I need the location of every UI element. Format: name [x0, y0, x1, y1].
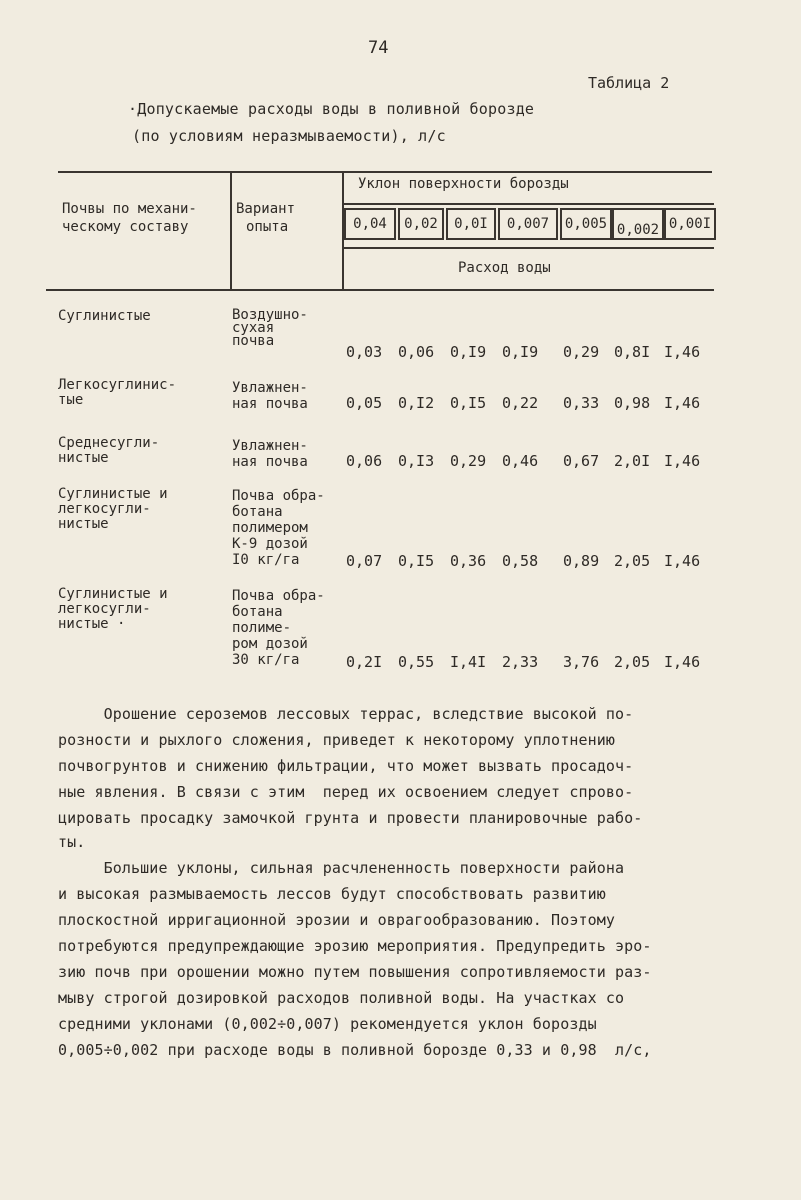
variant-line: 30 кг/га	[232, 652, 300, 668]
text-line: почвогрунтов и снижению фильтрации, что может вызвать просадоч-	[58, 757, 634, 775]
text-line: потребуются предупреждающие эрозию мероприятия. Предупредить эро-	[58, 937, 652, 955]
variant-line: полиме-	[232, 620, 292, 636]
table-title-line-1: ·Допускаемые расходы воды в поливной борозде	[128, 100, 535, 118]
table-cell: 0,I2	[398, 394, 435, 412]
flow-divider-rule	[343, 247, 714, 249]
text-line: плоскостной ирригационной эрозии и оврагообразованию. Поэтому	[58, 911, 615, 929]
slope-cell: 0,0I	[446, 208, 496, 240]
variant-line: ная почва	[232, 396, 308, 412]
text-line: ные явления. В связи с этим перед их освоением следует спрово-	[58, 783, 634, 801]
header-flow-title: Расход воды	[458, 260, 551, 276]
table-cell: 0,06	[346, 452, 383, 470]
table-col-rule-1	[230, 171, 232, 289]
header-slope-title: Уклон поверхности борозды	[358, 176, 569, 192]
soil-line: Суглинистые	[58, 308, 151, 324]
soil-line: Среднесугли-	[58, 435, 160, 451]
slope-cell: 0,02	[398, 208, 444, 240]
table-title-line-2: (по условиям неразмываемости), л/с	[132, 127, 446, 145]
row-2-soil	[58, 378, 176, 408]
table-cell: 0,I5	[398, 552, 435, 570]
soil-line: тые	[58, 392, 84, 408]
soil-line: Легкосуглинис-	[58, 377, 177, 393]
table-cell: I,46	[664, 452, 701, 470]
slope-cell: 0,002	[612, 208, 664, 240]
variant-line: Воздушно-	[232, 307, 308, 323]
table-cell: 2,0I	[614, 452, 651, 470]
text-line: розности и рыхлого сложения, приведет к некоторому уплотнению	[58, 731, 615, 749]
table-cell: 0,22	[502, 394, 539, 412]
table-cell: 0,36	[450, 552, 487, 570]
table-top-rule	[58, 171, 712, 173]
table-cell: 0,I3	[398, 452, 435, 470]
table-cell: 0,58	[502, 552, 539, 570]
table-cell: I,46	[664, 343, 701, 361]
page-number: 74	[368, 38, 389, 58]
row-3-variant	[232, 438, 308, 470]
row-4-variant	[232, 488, 325, 568]
table-cell: 2,05	[614, 552, 651, 570]
table-cell: 0,07	[346, 552, 383, 570]
variant-line: почва	[232, 333, 275, 349]
variant-line: Почва обра-	[232, 488, 325, 504]
row-1-variant	[232, 309, 308, 348]
table-cell: 0,46	[502, 452, 539, 470]
slope-cell: 0,007	[498, 208, 558, 240]
text-line: зию почв при орошении можно путем повышения сопротивляемости раз-	[58, 963, 652, 981]
table-cell: 0,8I	[614, 343, 651, 361]
variant-line: Увлажнен-	[232, 438, 308, 454]
header-soil-column	[62, 200, 197, 236]
table-cell: 0,98	[614, 394, 651, 412]
header-variant-column	[236, 200, 295, 236]
header-variant-line-1: Вариант	[236, 201, 296, 217]
soil-line: нистые	[58, 516, 109, 532]
row-1-soil	[58, 309, 151, 324]
soil-line: легкосугли-	[58, 601, 151, 617]
table-cell: 0,89	[563, 552, 600, 570]
variant-line: ная почва	[232, 454, 308, 470]
text-line: 0,005÷0,002 при расходе воды в поливной борозде 0,33 и 0,98 л/с,	[58, 1041, 652, 1059]
table-cell: 0,03	[346, 343, 383, 361]
table-cell: I,46	[664, 394, 701, 412]
row-3-soil	[58, 436, 159, 466]
table-cell: 0,I9	[502, 343, 539, 361]
table-label: Таблица 2	[588, 74, 670, 92]
text-line: цировать просадку замочкой грунта и провести планировочные рабо-	[58, 809, 643, 827]
row-2-variant	[232, 380, 308, 412]
soil-line: легкосугли-	[58, 501, 151, 517]
variant-line: полимером	[232, 520, 308, 536]
table-cell: 2,05	[614, 653, 651, 671]
text-line: средними уклонами (0,002÷0,007) рекомендуется уклон борозды	[58, 1015, 597, 1033]
soil-line: Суглинистые и	[58, 586, 168, 602]
slope-divider-rule	[343, 203, 714, 205]
table-cell: I,4I	[450, 653, 487, 671]
variant-line: К-9 дозой	[232, 536, 308, 552]
table-cell: I,46	[664, 552, 701, 570]
table-cell: 0,55	[398, 653, 435, 671]
text-line: Орошение сероземов лессовых террас, вследствие высокой по-	[58, 705, 634, 723]
slope-cell: 0,005	[560, 208, 612, 240]
soil-line: нистые	[58, 450, 109, 466]
slope-cell: 0,04	[344, 208, 396, 240]
variant-line: I0 кг/га	[232, 552, 300, 568]
header-variant-line-2: опыта	[246, 219, 289, 235]
text-line: и высокая размываемость лессов будут способствовать развитию	[58, 885, 606, 903]
table-cell: 0,29	[563, 343, 600, 361]
variant-line: Увлажнен-	[232, 380, 308, 396]
variant-line: ботана	[232, 504, 283, 520]
table-cell: 0,2I	[346, 653, 383, 671]
table-cell: 3,76	[563, 653, 600, 671]
row-5-soil	[58, 587, 168, 632]
table-cell: 2,33	[502, 653, 539, 671]
table-cell: I,46	[664, 653, 701, 671]
table-cell: 0,I9	[450, 343, 487, 361]
row-4-soil	[58, 487, 168, 532]
table-cell: 0,33	[563, 394, 600, 412]
variant-line: ром дозой	[232, 636, 308, 652]
soil-line: нистые ·	[58, 616, 126, 632]
variant-line: сухая	[232, 320, 275, 336]
soil-line: Суглинистые и	[58, 486, 168, 502]
table-cell: 0,06	[398, 343, 435, 361]
text-line: Большие уклоны, сильная расчлененность поверхности района	[58, 859, 625, 877]
slope-cell: 0,00I	[664, 208, 716, 240]
variant-line: Почва обра-	[232, 588, 325, 604]
text-line: мыву строгой дозировкой расходов поливной воды. На участках со	[58, 989, 625, 1007]
text-line: ты.	[58, 833, 86, 851]
table-cell: 0,05	[346, 394, 383, 412]
header-soil-line-1: Почвы по механи-	[62, 201, 197, 217]
table-cell: 0,67	[563, 452, 600, 470]
table-header-bottom-rule	[46, 289, 714, 291]
header-soil-line-2: ческому составу	[62, 219, 189, 235]
table-cell: 0,I5	[450, 394, 487, 412]
row-5-variant	[232, 588, 325, 668]
table-cell: 0,29	[450, 452, 487, 470]
variant-line: ботана	[232, 604, 283, 620]
